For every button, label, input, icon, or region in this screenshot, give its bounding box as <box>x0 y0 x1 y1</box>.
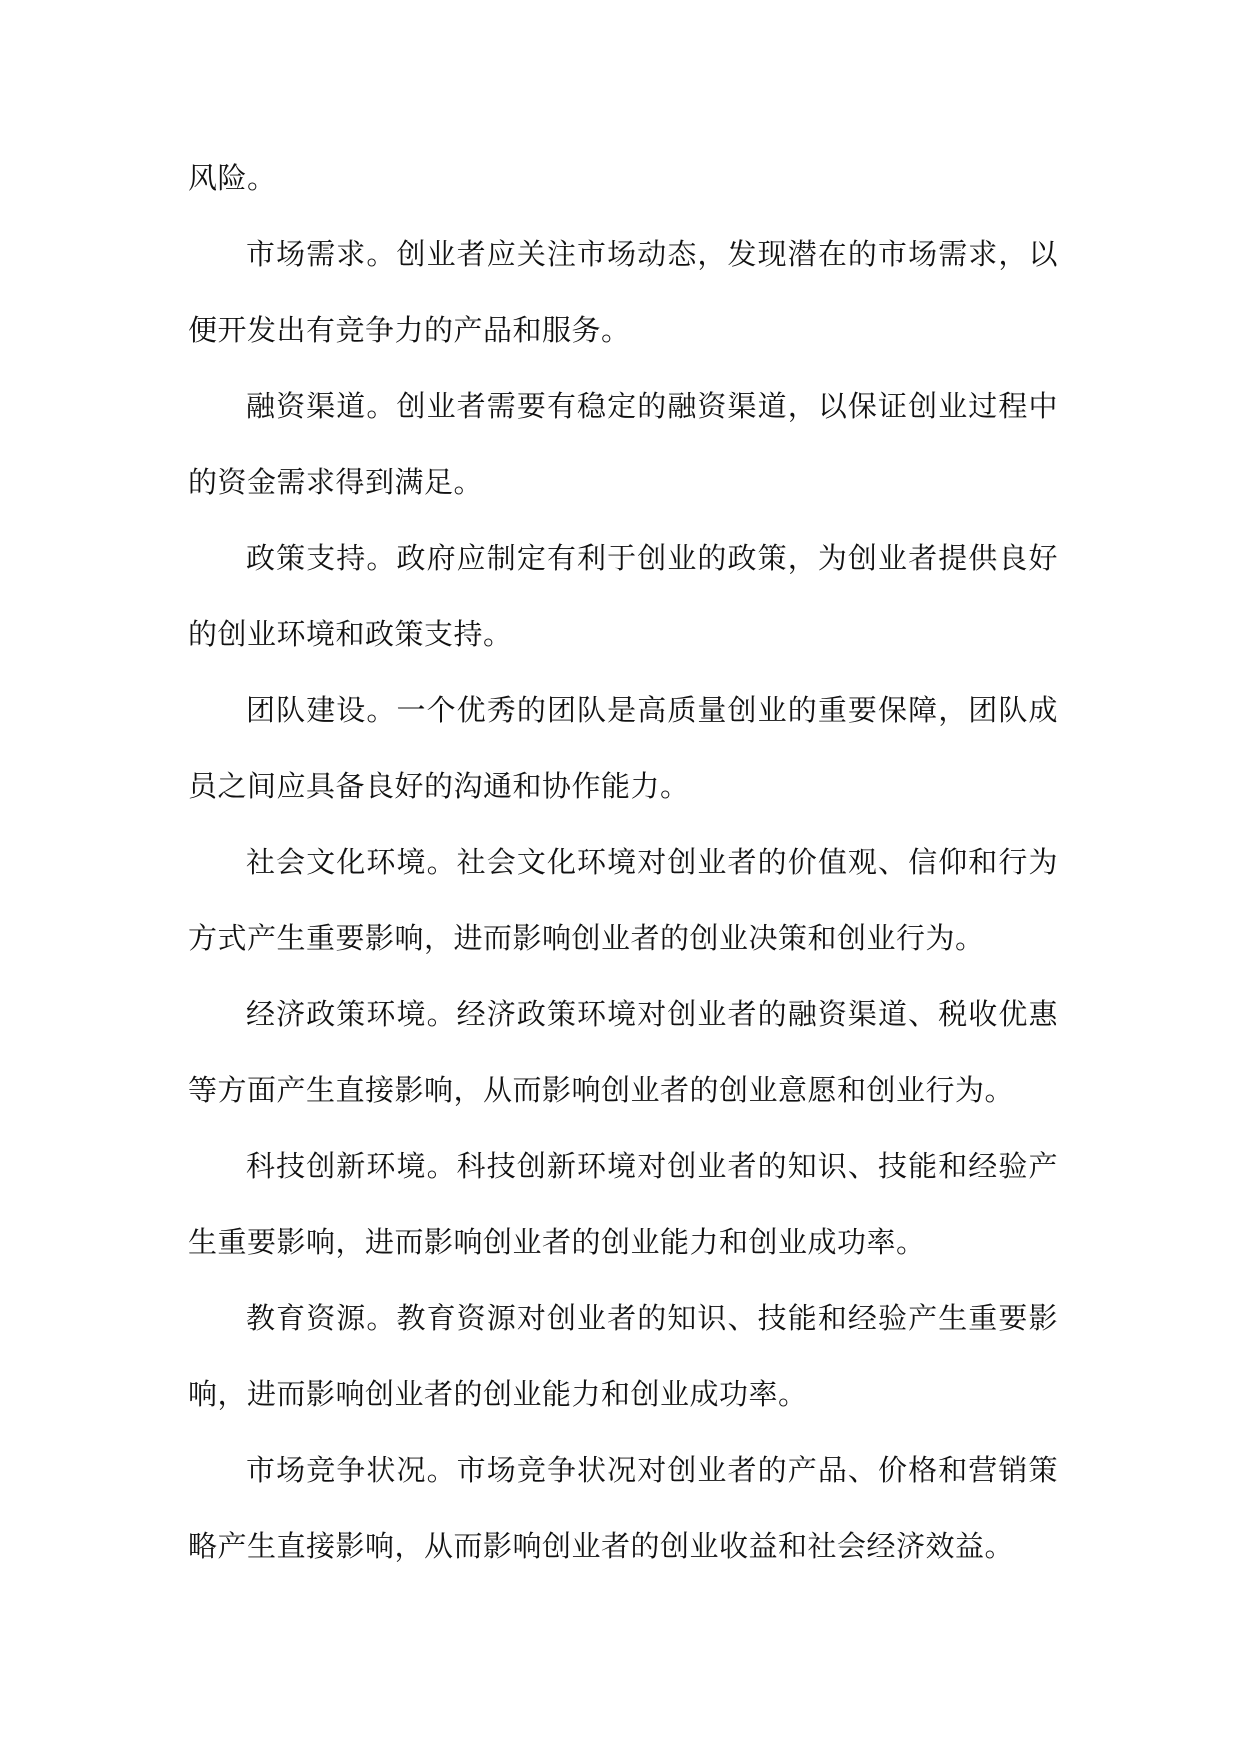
paragraph-tech-innovation: 科技创新环境。科技创新环境对创业者的知识、技能和经验产生重要影响，进而影响创业者的创业能力和创业成功率。 <box>188 1149 1058 1259</box>
paragraph-education-resources: 教育资源。教育资源对创业者的知识、技能和经验产生重要影响，进而影响创业者的创业能力和创业成功率。 <box>188 1301 1058 1411</box>
paragraph-financing-channels: 融资渠道。创业者需要有稳定的融资渠道，以保证创业过程中的资金需求得到满足。 <box>188 389 1058 499</box>
paragraph-social-culture: 社会文化环境。社会文化环境对创业者的价值观、信仰和行为方式产生重要影响，进而影响创业者的创业决策和创业行为。 <box>188 845 1058 955</box>
paragraph-continuation: 风险。 <box>188 161 277 195</box>
paragraph-market-demand: 市场需求。创业者应关注市场动态，发现潜在的市场需求，以便开发出有竞争力的产品和服务。 <box>188 237 1058 347</box>
paragraph-economic-policy: 经济政策环境。经济政策环境对创业者的融资渠道、税收优惠等方面产生直接影响，从而影响创业者的创业意愿和创业行为。 <box>188 997 1058 1107</box>
paragraph-market-competition: 市场竞争状况。市场竞争状况对创业者的产品、价格和营销策略产生直接影响，从而影响创业者的创业收益和社会经济效益。 <box>188 1453 1058 1563</box>
paragraph-policy-support: 政策支持。政府应制定有利于创业的政策，为创业者提供良好的创业环境和政策支持。 <box>188 541 1058 651</box>
paragraph-team-building: 团队建设。一个优秀的团队是高质量创业的重要保障，团队成员之间应具备良好的沟通和协作能力。 <box>188 693 1058 803</box>
document-body <box>188 140 1058 1584</box>
